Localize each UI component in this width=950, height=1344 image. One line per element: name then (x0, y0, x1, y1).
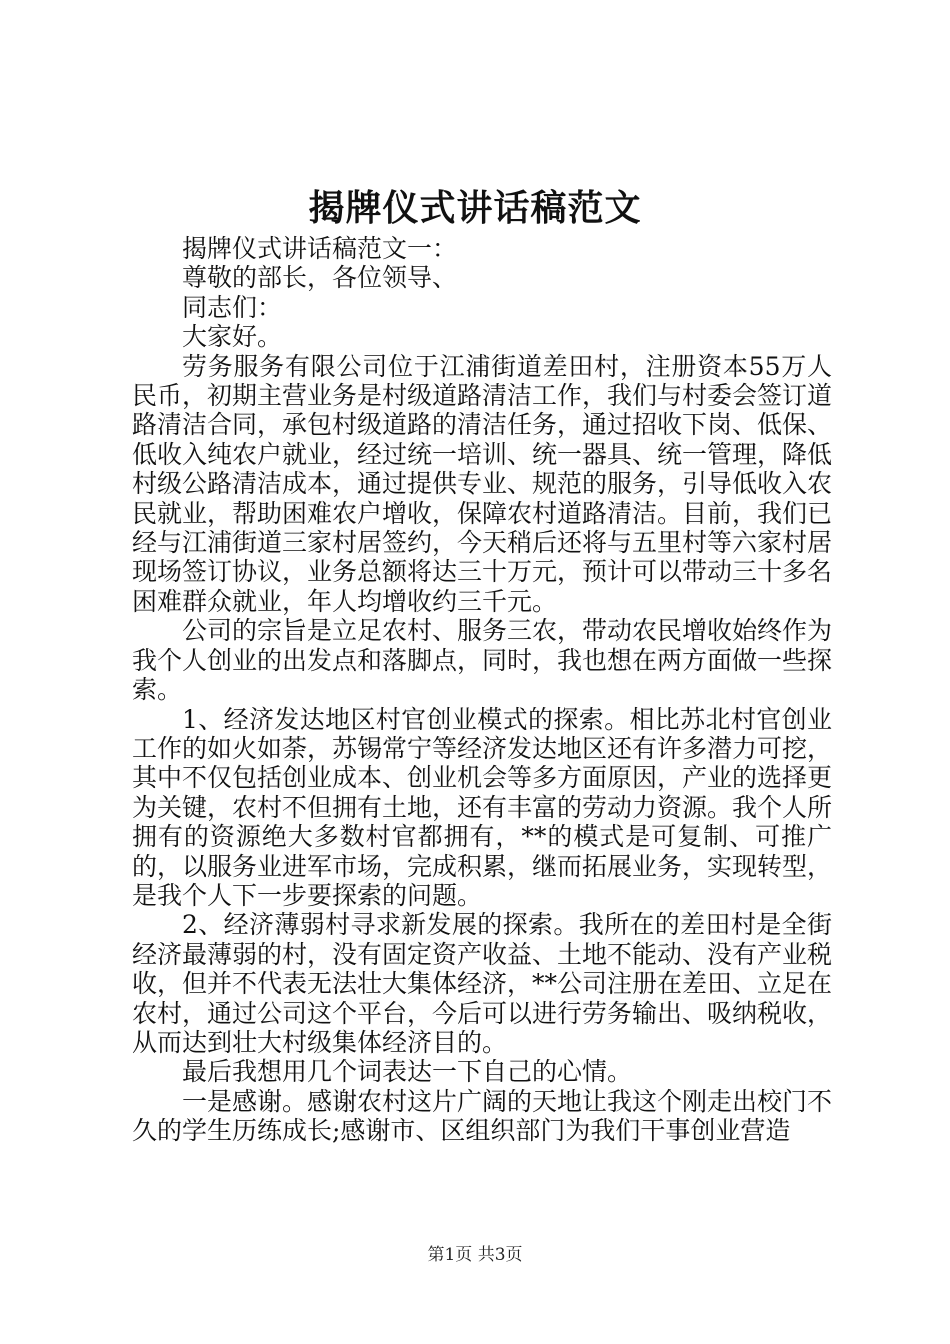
paragraph-salutation-2: 同志们： (182, 292, 283, 322)
page-number-footer: 第1页 共3页 (427, 1245, 523, 1265)
document-body (132, 234, 832, 1146)
paragraph-company-intro: 劳务服务有限公司位于江浦街道差田村，注册资本55万人民币，初期主营业务是村级道路清洁工作，我们与村委会签订道路清洁合同，承包村级道路的清洁任务，通过招收下岗、低保、低收入纯农户就业，经过统一培训、统一器具、统一管理，降低村级公路清洁成本，通过提供专业、规范的服务，引导低收入农民就业，帮助困难农户增收，保障农村道路清洁。目前，我们已经与江浦街道三家村居签约，今天稍后还将与五里村等六家村居现场签订协议，业务总额将达三十万元，预计可以带动三十多名困难群众就业，年人均增收约三千元。 (132, 351, 833, 616)
paragraph-company-purpose: 公司的宗旨是立足农村、服务三农，带动农民增收始终作为我个人创业的出发点和落脚点，同时，我也想在两方面做一些探索。 (132, 616, 833, 705)
paragraph-point-1: 1、经济发达地区村官创业模式的探索。相比苏北村官创业工作的如火如荼，苏锡常宁等经济发达地区还有许多潜力可挖，其中不仅包括创业成本、创业机会等多方面原因，产业的选择更为关键，农村不但拥有土地，还有丰富的劳动力资源。我个人所拥有的资源绝大多数村官都拥有，**的模式是可复制、可推广的，以服务业进军市场，完成积累，继而拓展业务，实现转型，是我个人下一步要探索的问题。 (132, 704, 833, 910)
paragraph-heading: 揭牌仪式讲话稿范文一： (182, 234, 458, 263)
document-title: 揭牌仪式讲话稿范文 (308, 187, 642, 229)
paragraph-greeting: 大家好。 (182, 322, 283, 352)
paragraph-point-2: 2、经济薄弱村寻求新发展的探索。我所在的差田村是全街经济最薄弱的村，没有固定资产收益、土地不能动、没有产业税收，但并不代表无法壮大集体经济，**公司注册在差田、立足在农村，通过公司这个平台，今后可以进行劳务输出、吸纳税收，从而达到壮大村级集体经济目的。 (132, 910, 833, 1057)
paragraph-closing-intro: 最后我想用几个词表达一下自己的心情。 (182, 1057, 633, 1087)
paragraph-salutation: 尊敬的部长，各位领导、 (182, 263, 458, 293)
paragraph-thanks: 一是感谢。感谢农村这片广阔的天地让我这个刚走出校门不久的学生历练成长;感谢市、区组织部门为我们干事创业营造 (132, 1086, 833, 1146)
